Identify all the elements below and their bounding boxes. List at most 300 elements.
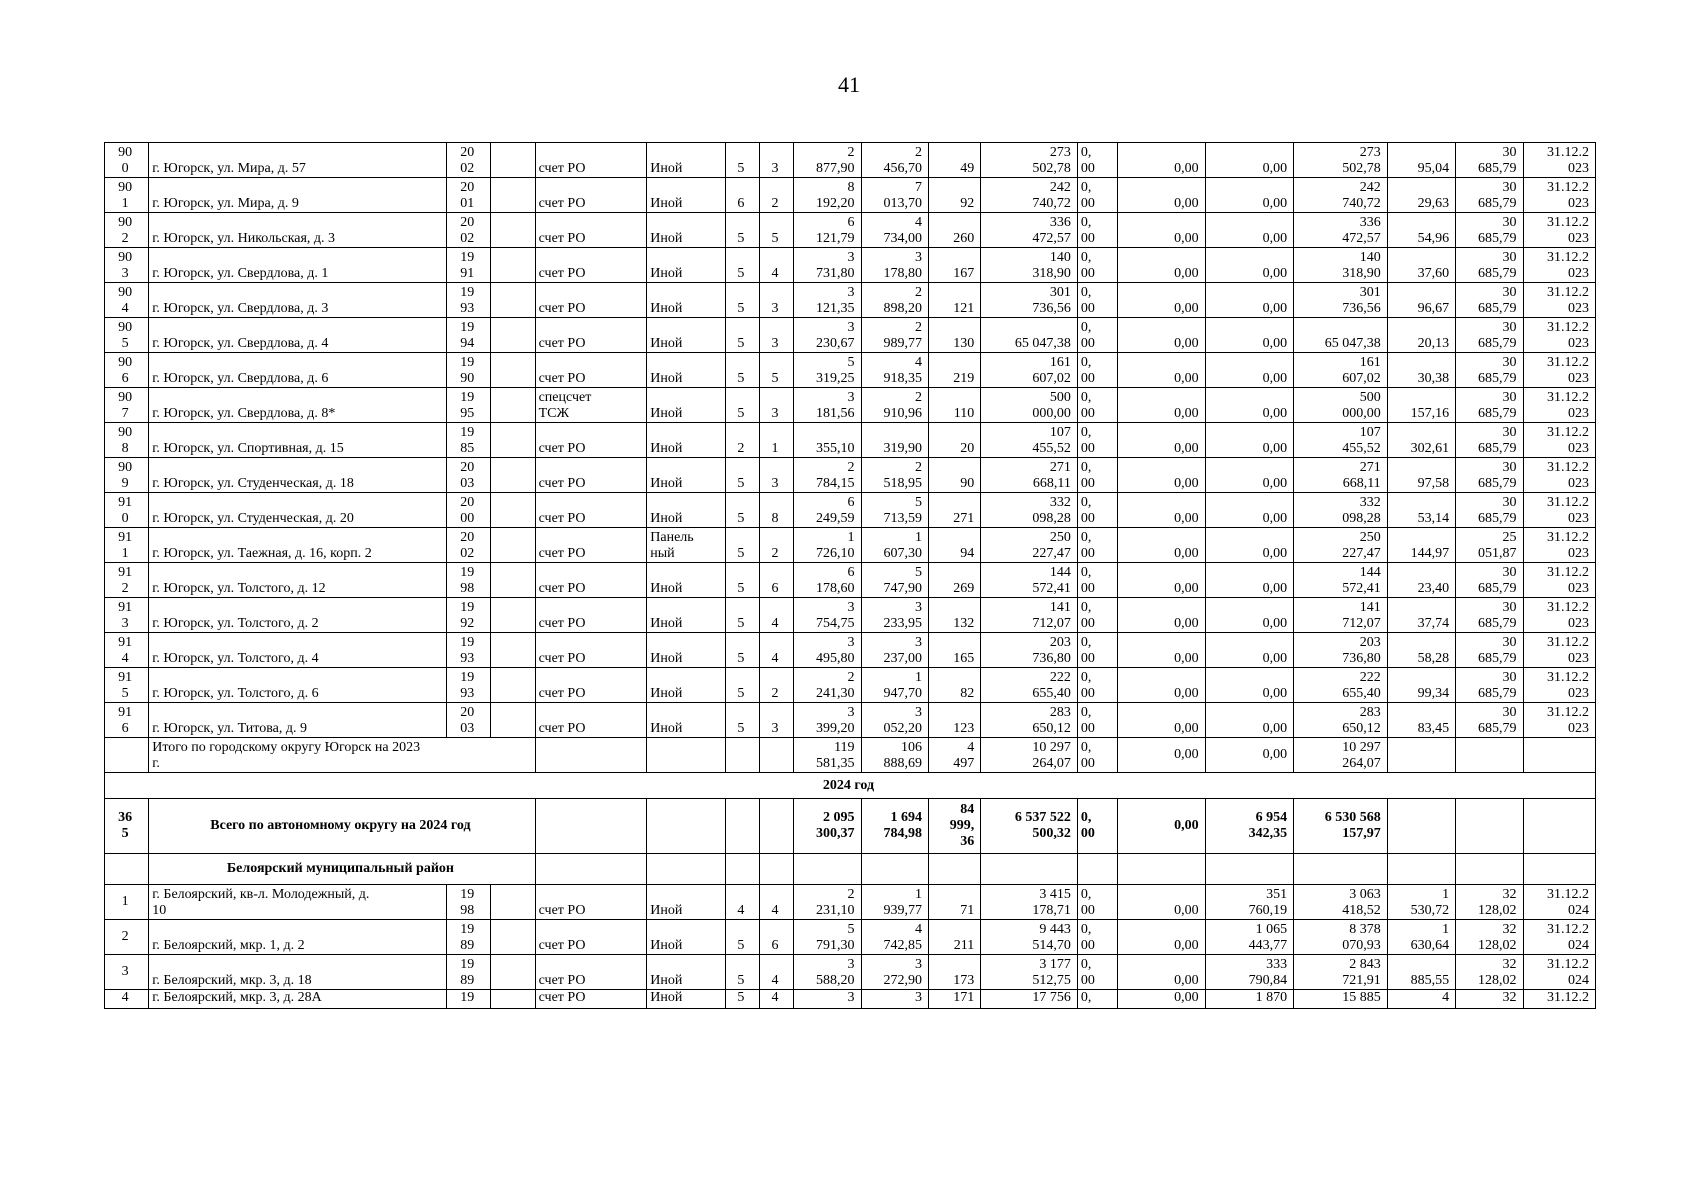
cell: спецсчет ТСЖ: [535, 388, 647, 423]
cell: 32 128,02: [1456, 955, 1523, 990]
cell: 31.12.2 023: [1523, 283, 1596, 318]
cell: 3 181,56: [794, 388, 861, 423]
cell: 0,00: [1118, 955, 1206, 990]
cell: 5: [725, 668, 759, 703]
cell: 91 5: [105, 668, 149, 703]
cell: 222 655,40: [1294, 668, 1388, 703]
cell: 5: [725, 990, 759, 1009]
cell: 0,00: [1118, 598, 1206, 633]
cell: счет РО: [535, 598, 647, 633]
cell: 30 685,79: [1456, 668, 1523, 703]
cell: 2 231,10: [794, 885, 861, 920]
cell: 1 870: [1205, 990, 1294, 1009]
address-cell: г. Югорск, ул. Никольская, д. 3: [149, 213, 447, 248]
table-row: [105, 423, 1596, 458]
cell: 2 456,70: [861, 143, 928, 178]
cell: 5: [725, 213, 759, 248]
cell: 132: [928, 598, 980, 633]
cell: 0, 00: [1077, 563, 1117, 598]
address-cell: г. Югорск, ул. Свердлова, д. 6: [149, 353, 447, 388]
cell: 271 668,11: [1294, 458, 1388, 493]
cell: [491, 178, 535, 213]
cell: 58,28: [1387, 633, 1455, 668]
cell: 0,00: [1118, 563, 1206, 598]
cell: 25 051,87: [1456, 528, 1523, 563]
cell: 0, 00: [1077, 178, 1117, 213]
total-cell: 0,00: [1205, 738, 1294, 773]
cell: 0, 00: [1077, 388, 1117, 423]
cell: 0,00: [1205, 668, 1294, 703]
cell: 92: [928, 178, 980, 213]
cell: 31.12.2 023: [1523, 353, 1596, 388]
table-row: [105, 143, 1596, 178]
cell: 30 685,79: [1456, 248, 1523, 283]
cell: 250 227,47: [1294, 528, 1388, 563]
cell: 37,74: [1387, 598, 1455, 633]
cell: 5: [725, 633, 759, 668]
cell: 273 502,78: [1294, 143, 1388, 178]
cell: 71: [928, 885, 980, 920]
total-cell: 6 530 568 157,97: [1294, 799, 1388, 854]
total-cell: 0,00: [1118, 738, 1206, 773]
cell: 90: [928, 458, 980, 493]
cell: 1 530,72: [1387, 885, 1455, 920]
cell: 0,00: [1205, 143, 1294, 178]
cell: 3 052,20: [861, 703, 928, 738]
cell: Иной: [647, 143, 725, 178]
cell: счет РО: [535, 990, 647, 1009]
cell: 140 318,90: [981, 248, 1078, 283]
cell: [491, 353, 535, 388]
cell: 2 784,15: [794, 458, 861, 493]
cell: 3 121,35: [794, 283, 861, 318]
cell: 4: [759, 885, 793, 920]
cell: 161 607,02: [981, 353, 1078, 388]
cell: 31.12.2 024: [1523, 955, 1596, 990]
cell: [491, 458, 535, 493]
cell: счет РО: [535, 458, 647, 493]
cell: 19: [447, 990, 491, 1009]
cell: Иной: [647, 248, 725, 283]
address-cell: г. Югорск, ул. Толстого, д. 12: [149, 563, 447, 598]
table-row: [105, 318, 1596, 353]
cell: 20 00: [447, 493, 491, 528]
cell: 4 918,35: [861, 353, 928, 388]
cell: 301 736,56: [1294, 283, 1388, 318]
total-cell: 0, 00: [1077, 799, 1117, 854]
cell: счет РО: [535, 493, 647, 528]
cell: 0, 00: [1077, 598, 1117, 633]
table-row: [105, 353, 1596, 388]
cell: [491, 633, 535, 668]
cell: 30 685,79: [1456, 213, 1523, 248]
cell: 19 92: [447, 598, 491, 633]
total-cell: 2 095 300,37: [794, 799, 861, 854]
cell: [491, 885, 535, 920]
cell: [491, 388, 535, 423]
cell: 242 740,72: [1294, 178, 1388, 213]
cell: 32 128,02: [1456, 885, 1523, 920]
cell: 171: [928, 990, 980, 1009]
cell: 0,00: [1118, 178, 1206, 213]
address-cell: г. Белоярский, мкр. 1, д. 2: [149, 920, 447, 955]
total-cell: 106 888,69: [861, 738, 928, 773]
cell: [491, 955, 535, 990]
cell: 53,14: [1387, 493, 1455, 528]
cell: 0,00: [1118, 213, 1206, 248]
cell: [491, 668, 535, 703]
cell: 0,00: [1205, 598, 1294, 633]
cell: 2: [759, 668, 793, 703]
cell: 1 607,30: [861, 528, 928, 563]
cell: Иной: [647, 703, 725, 738]
cell: 5 791,30: [794, 920, 861, 955]
total-cell: 6 954 342,35: [1205, 799, 1294, 854]
cell: 20 01: [447, 178, 491, 213]
cell: 242 740,72: [981, 178, 1078, 213]
cell: 0,00: [1205, 493, 1294, 528]
cell: 271 668,11: [981, 458, 1078, 493]
cell: 161 607,02: [1294, 353, 1388, 388]
cell: 0,00: [1205, 528, 1294, 563]
cell: Иной: [647, 318, 725, 353]
table-row: [105, 283, 1596, 318]
address-cell: г. Югорск, ул. Свердлова, д. 3: [149, 283, 447, 318]
cell: 141 712,07: [1294, 598, 1388, 633]
cell: 32 128,02: [1456, 920, 1523, 955]
cell: 19 95: [447, 388, 491, 423]
cell: 123: [928, 703, 980, 738]
cell: 20 02: [447, 143, 491, 178]
cell: 273 502,78: [981, 143, 1078, 178]
cell: 0,00: [1205, 633, 1294, 668]
cell: 141 712,07: [981, 598, 1078, 633]
cell: 6: [759, 920, 793, 955]
cell: 0,00: [1118, 353, 1206, 388]
cell: 3 237,00: [861, 633, 928, 668]
cell: 90 8: [105, 423, 149, 458]
cell: 0,00: [1205, 248, 1294, 283]
cell: 5: [725, 955, 759, 990]
address-cell: г. Югорск, ул. Студенческая, д. 20: [149, 493, 447, 528]
cell: 0,00: [1118, 668, 1206, 703]
cell: счет РО: [535, 143, 647, 178]
cell: 2: [759, 178, 793, 213]
cell: 0, 00: [1077, 528, 1117, 563]
cell: 2 843 721,91: [1294, 955, 1388, 990]
cell: 6 249,59: [794, 493, 861, 528]
cell: 0, 00: [1077, 213, 1117, 248]
cell: 95,04: [1387, 143, 1455, 178]
cell: 0, 00: [1077, 955, 1117, 990]
cell: 351 760,19: [1205, 885, 1294, 920]
total-2024-row: [105, 799, 1596, 854]
cell: 0,: [1077, 990, 1117, 1009]
total-cell: 10 297 264,07: [1294, 738, 1388, 773]
cell: 31.12.2 023: [1523, 318, 1596, 353]
cell: Иной: [647, 920, 725, 955]
cell: 3: [759, 283, 793, 318]
cell: счет РО: [535, 213, 647, 248]
table-row: [105, 703, 1596, 738]
cell: 37,60: [1387, 248, 1455, 283]
cell: 6: [759, 563, 793, 598]
cell: 30 685,79: [1456, 493, 1523, 528]
cell: 4 742,85: [861, 920, 928, 955]
cell: 3: [759, 318, 793, 353]
address-cell: г. Югорск, ул. Спортивная, д. 15: [149, 423, 447, 458]
cell: 31.12.2 024: [1523, 885, 1596, 920]
district-name: Белоярский муниципальный район: [149, 854, 535, 885]
cell: г. Белоярский, мкр. 3, д. 28А: [149, 990, 447, 1009]
cell: 2: [105, 920, 149, 955]
cell: 0,00: [1205, 703, 1294, 738]
total-cell: 4 497: [928, 738, 980, 773]
cell: 5: [725, 598, 759, 633]
cell: 0,00: [1205, 388, 1294, 423]
cell: 2: [759, 528, 793, 563]
cell: 19 93: [447, 283, 491, 318]
cell: 3: [794, 990, 861, 1009]
cell: 0, 00: [1077, 248, 1117, 283]
cell: 2 518,95: [861, 458, 928, 493]
cell: 1 726,10: [794, 528, 861, 563]
cell: 0,00: [1205, 178, 1294, 213]
cell: 336 472,57: [1294, 213, 1388, 248]
cell: 19 91: [447, 248, 491, 283]
cell: счет РО: [535, 920, 647, 955]
cell: 30 685,79: [1456, 353, 1523, 388]
cell: 4: [725, 885, 759, 920]
cell: 5: [725, 318, 759, 353]
cell: 0,00: [1205, 458, 1294, 493]
cell: 0,00: [1118, 990, 1206, 1009]
cell: счет РО: [535, 423, 647, 458]
cell: 31.12.2 023: [1523, 388, 1596, 423]
cell: 0,00: [1205, 283, 1294, 318]
cell: 20 03: [447, 703, 491, 738]
cell: 2 877,90: [794, 143, 861, 178]
cell: 144 572,41: [981, 563, 1078, 598]
cell: Иной: [647, 633, 725, 668]
cell: 0,00: [1118, 920, 1206, 955]
cell: 203 736,80: [1294, 633, 1388, 668]
cell: 19 93: [447, 668, 491, 703]
cell: 65 047,38: [981, 318, 1078, 353]
cell: 3 178,80: [861, 248, 928, 283]
cell: 90 5: [105, 318, 149, 353]
address-cell: г. Югорск, ул. Толстого, д. 4: [149, 633, 447, 668]
year-header: 2024 год: [105, 773, 1596, 799]
cell: 0, 00: [1077, 353, 1117, 388]
cell: Иной: [647, 353, 725, 388]
cell: 0, 00: [1077, 633, 1117, 668]
cell: 19 93: [447, 633, 491, 668]
cell: 6 121,79: [794, 213, 861, 248]
cell: 5: [725, 353, 759, 388]
cell: 90 2: [105, 213, 149, 248]
address-cell: г. Белоярский, мкр. 3, д. 18: [149, 955, 447, 990]
cell: 3: [759, 458, 793, 493]
cell: 90 0: [105, 143, 149, 178]
cell: 5: [725, 920, 759, 955]
table-row: [105, 388, 1596, 423]
cell: 30 685,79: [1456, 318, 1523, 353]
cell: 31.12.2 023: [1523, 598, 1596, 633]
cell: 0,00: [1205, 213, 1294, 248]
cell: 222 655,40: [981, 668, 1078, 703]
cell: 885,55: [1387, 955, 1455, 990]
cell: 283 650,12: [981, 703, 1078, 738]
cell: 0, 00: [1077, 458, 1117, 493]
cell: 5: [725, 458, 759, 493]
cell: 90 3: [105, 248, 149, 283]
cell: 0, 00: [1077, 493, 1117, 528]
cell: 1: [759, 423, 793, 458]
cell: [491, 528, 535, 563]
cell: 3: [105, 955, 149, 990]
cell: 31.12.2 023: [1523, 423, 1596, 458]
cell: 19 98: [447, 885, 491, 920]
cell: 65 047,38: [1294, 318, 1388, 353]
cell: 301 736,56: [981, 283, 1078, 318]
cell: 5: [725, 563, 759, 598]
total-cell: 6 537 522 500,32: [981, 799, 1078, 854]
cell: 30 685,79: [1456, 388, 1523, 423]
cell: 203 736,80: [981, 633, 1078, 668]
cell: 54,96: [1387, 213, 1455, 248]
cell: 19 90: [447, 353, 491, 388]
cell: 500 000,00: [981, 388, 1078, 423]
cell: 0,00: [1118, 703, 1206, 738]
cell: 107 455,52: [1294, 423, 1388, 458]
total-cell: 0, 00: [1077, 738, 1117, 773]
cell: 283 650,12: [1294, 703, 1388, 738]
cell: 4: [105, 990, 149, 1009]
address-cell: г. Белоярский, кв-л. Молодежный, д. 10: [149, 885, 447, 920]
cell: 0, 00: [1077, 283, 1117, 318]
cell: 20 03: [447, 458, 491, 493]
cell: 1 939,77: [861, 885, 928, 920]
cell: 31.12.2 023: [1523, 178, 1596, 213]
address-cell: г. Югорск, ул. Мира, д. 9: [149, 178, 447, 213]
cell: 90 4: [105, 283, 149, 318]
cell: 3 230,67: [794, 318, 861, 353]
cell: [491, 143, 535, 178]
cell: 20 02: [447, 528, 491, 563]
cell: 5 319,25: [794, 353, 861, 388]
cell: 30 685,79: [1456, 178, 1523, 213]
cell: 3 272,90: [861, 955, 928, 990]
cell: 3 177 512,75: [981, 955, 1078, 990]
cell: 91 3: [105, 598, 149, 633]
cell: 5: [759, 353, 793, 388]
cell: 6 178,60: [794, 563, 861, 598]
cell: счет РО: [535, 563, 647, 598]
address-cell: г. Югорск, ул. Студенческая, д. 18: [149, 458, 447, 493]
cell: счет РО: [535, 633, 647, 668]
cell: 97,58: [1387, 458, 1455, 493]
register-table: [104, 142, 1596, 1009]
cell: 130: [928, 318, 980, 353]
cell: 2: [725, 423, 759, 458]
cell: 5: [725, 493, 759, 528]
cell: 4: [759, 633, 793, 668]
cell: 94: [928, 528, 980, 563]
cell: 91 0: [105, 493, 149, 528]
cell: 332 098,28: [1294, 493, 1388, 528]
cell: 90 6: [105, 353, 149, 388]
cell: Иной: [647, 885, 725, 920]
cell: 30 685,79: [1456, 703, 1523, 738]
cell: счет РО: [535, 955, 647, 990]
table-row: [105, 668, 1596, 703]
cell: 0,00: [1118, 318, 1206, 353]
cell: 500 000,00: [1294, 388, 1388, 423]
cell: 20 02: [447, 213, 491, 248]
cell: 32: [1456, 990, 1523, 1009]
year-header-row: [105, 773, 1596, 799]
cell: 30,38: [1387, 353, 1455, 388]
cell: 31.12.2 023: [1523, 493, 1596, 528]
total-cell: 84 999, 36: [928, 799, 980, 854]
cell: 173: [928, 955, 980, 990]
cell: 3 233,95: [861, 598, 928, 633]
cell: 1: [105, 885, 149, 920]
cell: Иной: [647, 955, 725, 990]
cell: [491, 990, 535, 1009]
cell: 110: [928, 388, 980, 423]
cell: 1 065 443,77: [1205, 920, 1294, 955]
cell: 29,63: [1387, 178, 1455, 213]
cell: 91 2: [105, 563, 149, 598]
cell: 3 495,80: [794, 633, 861, 668]
cell: Иной: [647, 990, 725, 1009]
table-row: [105, 213, 1596, 248]
cell: 332 098,28: [981, 493, 1078, 528]
cell: 0,00: [1205, 563, 1294, 598]
cell: 19 85: [447, 423, 491, 458]
cell: 90 9: [105, 458, 149, 493]
district-header-row: [105, 854, 1596, 885]
cell: 4: [759, 990, 793, 1009]
cell: 167: [928, 248, 980, 283]
cell: Иной: [647, 213, 725, 248]
ugorsk-total-row: [105, 738, 1596, 773]
table-row: [105, 528, 1596, 563]
cell: 140 318,90: [1294, 248, 1388, 283]
cell: 107 455,52: [981, 423, 1078, 458]
cell: 31.12.2 023: [1523, 633, 1596, 668]
cell: 157,16: [1387, 388, 1455, 423]
cell: [491, 703, 535, 738]
cell: 3 415 178,71: [981, 885, 1078, 920]
cell: 0,00: [1118, 458, 1206, 493]
cell: счет РО: [535, 668, 647, 703]
ugorsk-total-label: Итого по городскому округу Югорск на 2023 г.: [149, 738, 535, 773]
cell: 355,10: [794, 423, 861, 458]
cell: 0,00: [1205, 318, 1294, 353]
cell: 31.12.2 023: [1523, 668, 1596, 703]
cell: 4: [759, 598, 793, 633]
cell: 144 572,41: [1294, 563, 1388, 598]
cell: 2 898,20: [861, 283, 928, 318]
cell: 8 378 070,93: [1294, 920, 1388, 955]
cell: 2 989,77: [861, 318, 928, 353]
cell: 0,00: [1118, 423, 1206, 458]
cell: 0,00: [1205, 353, 1294, 388]
cell: 19 89: [447, 920, 491, 955]
